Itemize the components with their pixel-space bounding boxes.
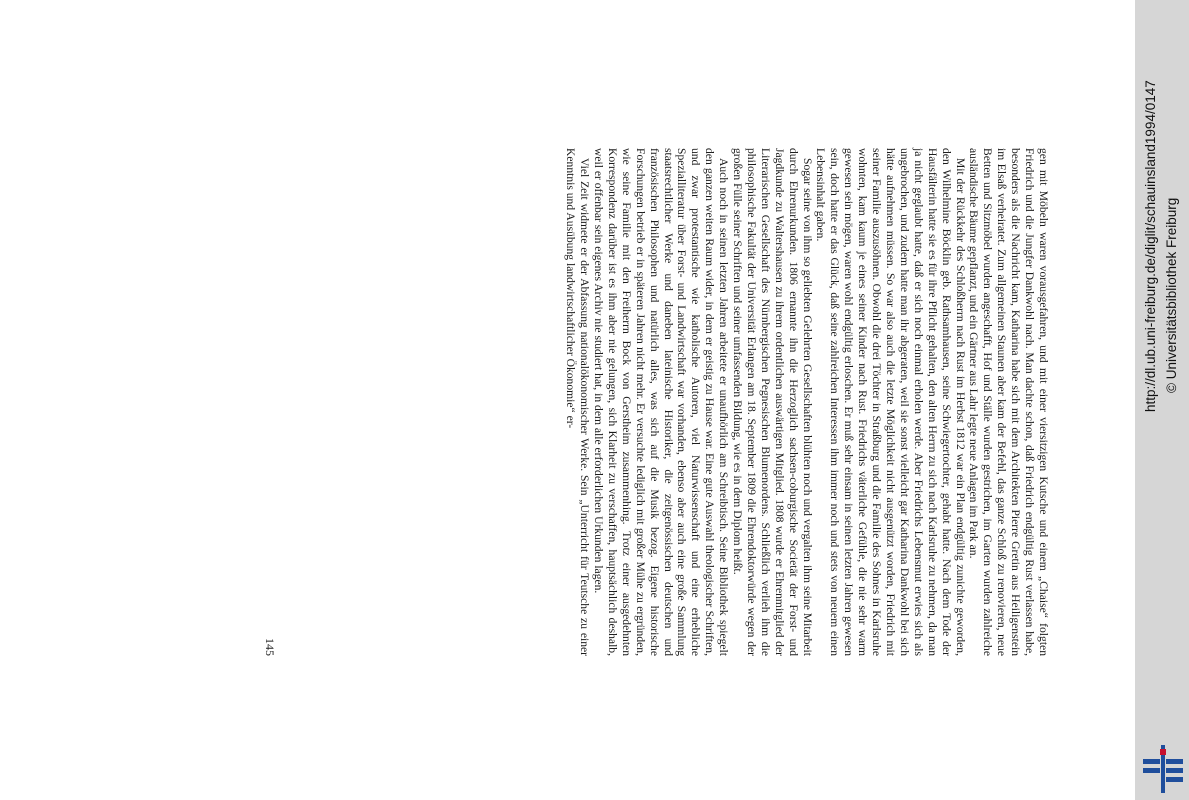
ub-freiburg-logo-icon	[1141, 745, 1185, 793]
paragraph: Mit der Rückkehr des Schloßherrn nach Rust im Herbst 1812 war ein Plan endgültig zunichte geworden, den Wilhelmine Böcklin geb. Rathsamhausen, seine Schwiegertochter, gehabt hatte. Nach dem Tode der Hausfälterin hatte sie es für ihre Pflicht gehalten, den alten Herrn zu sich nach Karlsruhe zu nehmen, da man ja nicht geglaubt hatte, daß er sich noch einmal erholen werde. Aber Friedrichs Lebensmut erwies sich als ungebrochen, und zudem hatte man ihr abgeraten, weil sie sonst vielleicht gar Katharina Dankwohl bei sich hätte aufnehmen müssen. So war also auch die letzte Möglichkeit nicht ausgenützt worden, Friedrich mit seiner Familie auszusöhnen. Obwohl die drei Töchter in Straßburg und die Familie des Sohnes in Karlsruhe wohnten, kam kaum je eines seiner Kinder nach Rust. Friedrichs väterliche Gefühle, die nie sehr warm gewesen sein mögen, waren wohl endgültig erloschen. Er muß sehr einsam in seinen letzten Jahren gewesen sein, doch hatte er das Glück, daß seine zahlreichen Interessen ihm immer noch und stets von neuem einen Lebensinhalt gaben.	[814, 148, 967, 656]
paragraph: Auch noch in seinen letzten Jahren arbeitete er unaufhörlich am Schreibtisch. Seine Bibliothek spiegelt den ganzen weiten Raum wider, in dem er geistig zu Hause war. Eine gute Auswahl theologischer Schriften, und zwar protestantische wie katholische Autoren, viel Naturwissenschaft und eine erhebliche Spezialliteratur über Forst- und Landwirtschaft war vorhanden, ebenso aber auch eine große Sammlung staatsrechtlicher Werke und daneben lateinische Historiker, die zeitgenössischen deutschen und französischen Philosophen und natürlich alles, was sich auf die Musik bezog. Eigene historische Forschungen betrieb er in späteren Jahren nicht mehr. Er versuchte lediglich mit großer Mühe zu ergründen, wie seine Familie mit den Freiherrn Bock von Gerstheim zusammenhing. Trotz einer ausgedehnten Korrespondenz darüber ist es ihm aber nie gelungen, sich Klarheit zu verschaffen, hauptsächlich deshalb, weil er offenbar sein eigenes Archiv nie studiert hat, in dem alle erforderlichen Urkunden lagen.	[592, 148, 731, 656]
page-number: 145	[263, 638, 277, 656]
paragraph: Viel Zeit widmete er der Abfassung nationalökonomischer Werke. Sein „Unterricht für Teutsche zu einer Kenntnis und Ausübung landwirtschaftlicher Ökonomie“ er-	[564, 148, 592, 656]
body-text	[563, 148, 1050, 656]
copyright-notice: © Universitätsbibliothek Freiburg	[1164, 197, 1179, 393]
rotated-page	[170, 148, 1050, 656]
paragraph: gen mit Möbeln waren vorausgefahren, und mit einer viersitzigen Kutsche und einem „Chaise“ folgten Friedrich und die Jungfer Dankwohl nach. Man dachte schon, daß Friedrich endgültig Rust verlassen habe, besonders als die Nachricht kam, Katharina habe sich mit dem Architekten Pierre Gretin aus Heiligenstein im Elsaß verheiratet. Zum allgemeinen Staunen aber kam der Befehl, das ganze Schloß zu renovieren, neue Betten und Sitzmöbel wurden angeschafft, Hof und Ställe wurden gestrichen, im Garten wurden zahlreiche ausländische Bäume gepflanzt, und ein Gärtner aus Lahr legte neue Anlagen im Park an.	[967, 148, 1050, 656]
source-url-link[interactable]: http://dl.ub.uni-freiburg.de/diglit/schauinsland1994/0147	[1143, 80, 1158, 412]
paragraph: Sogar seine von ihm so geliebten Gelehrten Gesellschaften blühten noch und vergalten ihm seine Mitarbeit durch Ehrenurkunden. 1806 ernannte ihn die Herzoglich sachsen-coburgische Societät der Forst- und Jagdkunde zu Waltershausen zu ihrem ordentlichen auswärtigen Mitglied. 1808 wurde er Ehrenmitglied der Literarischen Gesellschaft des Nürnbergischen Pegnesischen Blumenordens. Schließlich verlieh ihm die philosophische Fakultät der Universität Erlangen am 18. September 1809 die Ehrendoktorwürde wegen der großen Fülle seiner Schriften und seiner umfassenden Bildung, wie es in dem Diplom heißt.	[731, 148, 814, 656]
